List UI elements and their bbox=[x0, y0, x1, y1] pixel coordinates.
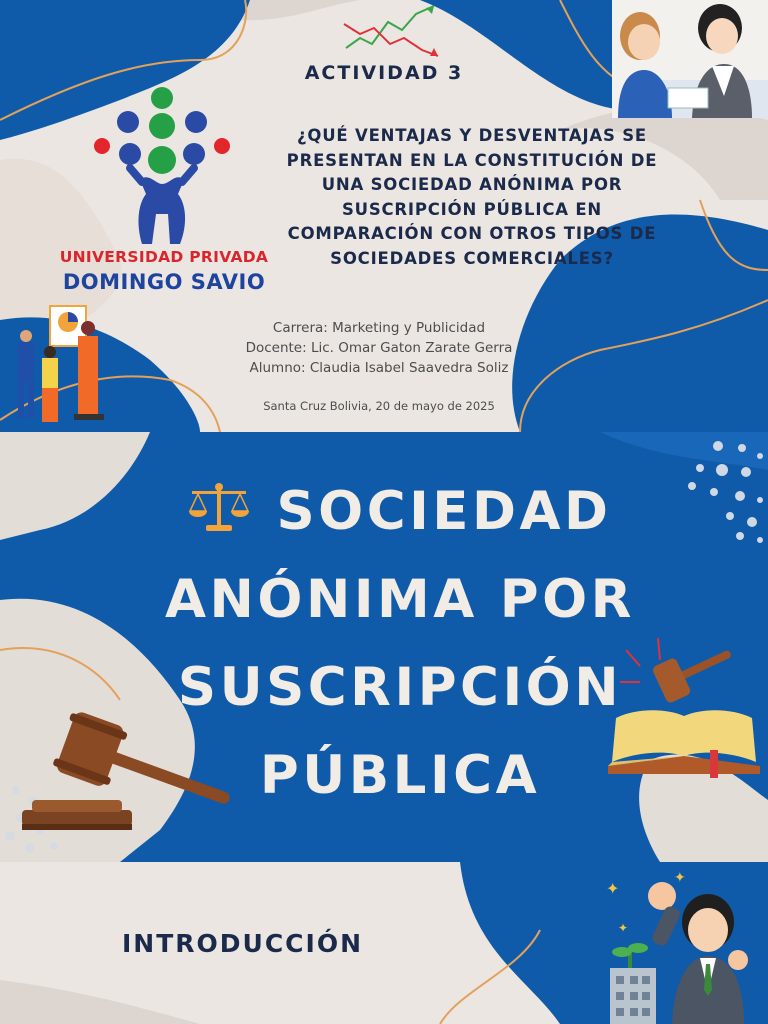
author-info bbox=[190, 318, 568, 378]
title-line-2: ANÓNIMA POR bbox=[165, 569, 635, 630]
team-presentation-illustration bbox=[8, 300, 114, 430]
business-meeting-illustration bbox=[612, 0, 768, 118]
question-line: SOCIEDADES COMERCIALES? bbox=[330, 248, 614, 268]
title-line-4: PÚBLICA bbox=[259, 745, 541, 806]
question-line: PRESENTAN EN LA CONSTITUCIÓN DE bbox=[286, 150, 658, 170]
stock-chart-icon bbox=[342, 4, 442, 60]
activity-label: ACTIVIDAD 3 bbox=[304, 62, 464, 84]
svg-text:✦: ✦ bbox=[618, 921, 629, 935]
research-question bbox=[262, 124, 682, 271]
question-line: COMPARACIÓN CON OTROS TIPOS DE bbox=[287, 224, 657, 243]
title-line-3: SUSCRIPCIÓN bbox=[177, 657, 623, 718]
title-line-1 bbox=[70, 468, 730, 556]
gavel-icon bbox=[14, 712, 240, 842]
businessman-success-illustration bbox=[604, 872, 764, 1024]
career-text: Carrera: Marketing y Publicidad bbox=[272, 320, 486, 336]
introduction-heading: INTRODUCCIÓN bbox=[122, 929, 364, 958]
svg-text:✦: ✦ bbox=[674, 872, 686, 886]
title-text-1: SOCIEDAD bbox=[276, 481, 612, 542]
university-logo-icon bbox=[90, 84, 240, 254]
teacher-text: Docente: Lic. Omar Gaton Zarate Gerra bbox=[245, 340, 513, 356]
law-book-gavel-icon bbox=[606, 636, 762, 782]
question-line: ¿QUÉ VENTAJAS Y DESVENTAJAS SE bbox=[297, 126, 647, 145]
svg-text:✦: ✦ bbox=[606, 879, 620, 898]
university-name-line2: DOMINGO SAVIO bbox=[62, 270, 266, 294]
student-text: Alumno: Claudia Isabel Saavedra Soliz bbox=[249, 360, 509, 376]
university-name-line1: UNIVERSIDAD PRIVADA bbox=[59, 248, 269, 266]
question-line: UNA SOCIEDAD ANÓNIMA POR bbox=[321, 175, 623, 194]
date-text: Santa Cruz Bolivia, 20 de mayo de 2025 bbox=[263, 399, 495, 413]
scales-of-justice-icon bbox=[188, 481, 250, 533]
question-line: SUSCRIPCIÓN PÚBLICA EN bbox=[341, 199, 603, 219]
